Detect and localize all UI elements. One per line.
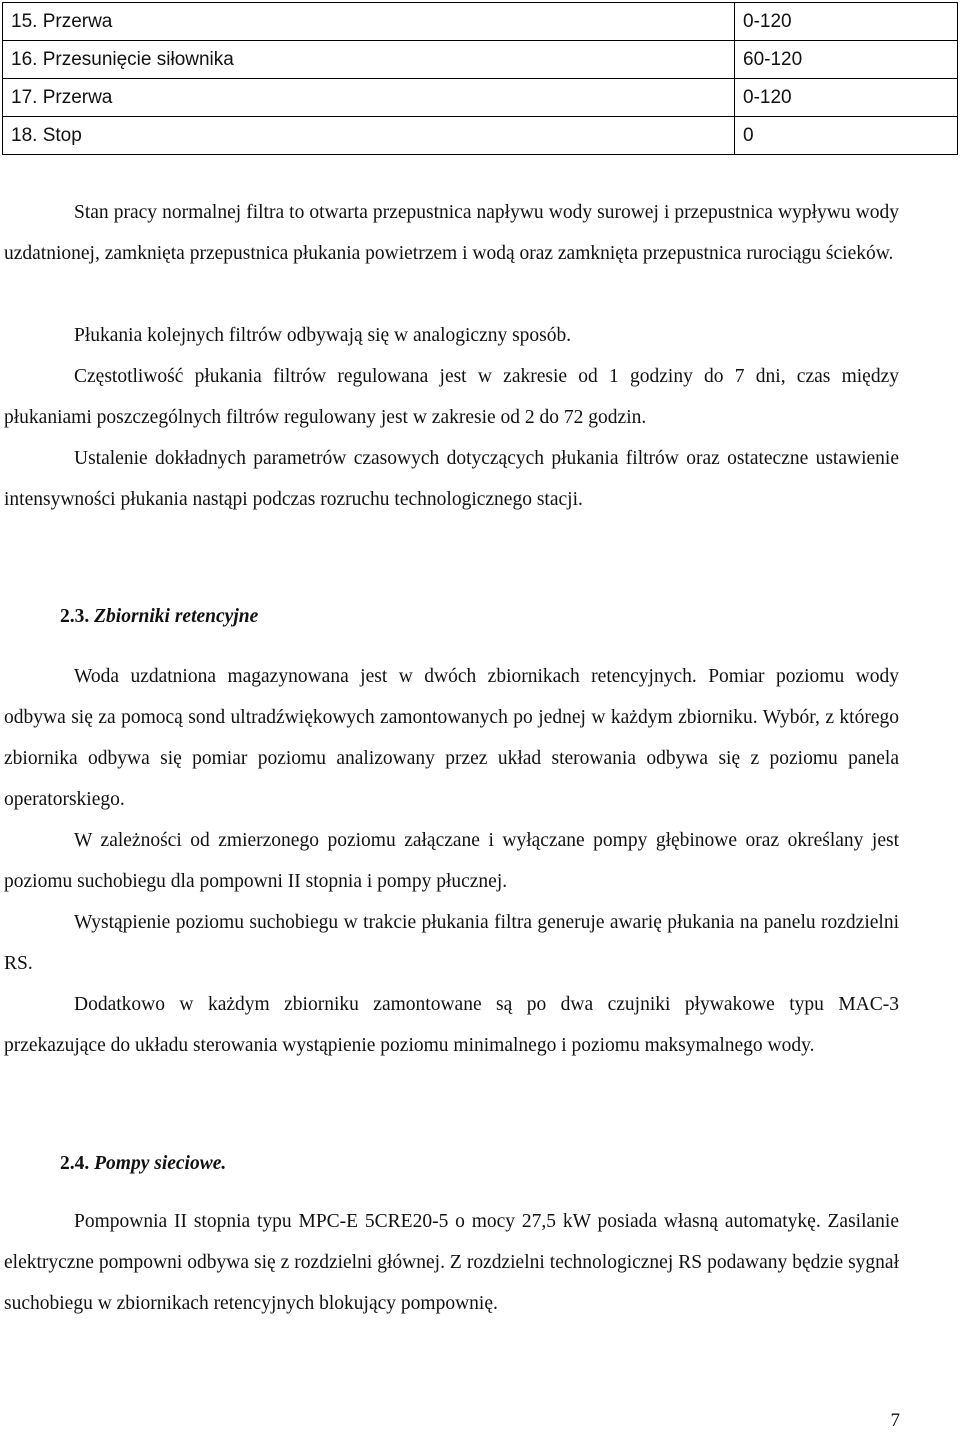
step-label: 16. Przesunięcie siłownika [3,41,735,79]
section-heading-2-3 [60,606,258,628]
step-label: 15. Przerwa [3,3,735,41]
heading-title: Zbiorniki retencyjne [94,606,259,627]
paragraph-filter-washing: Płukania kolejnych filtrów odbywają się w analogiczny sposób. [74,325,572,346]
table-row [3,41,958,79]
paragraph-washing-frequency: Częstotliwość płukania filtrów regulowana jest w zakresie od 1 godziny do 7 dni, czas między płukaniami poszczególnych filtrów regulowany jest w zakresie od 2 do 72 godzin. [4,366,899,428]
heading-number: 2.4. [60,1153,90,1174]
paragraph-float-sensors: Dodatkowo w każdym zbiorniku zamontowane są po dwa czujniki pływakowe typu MAC-3 przekazujące do układu sterowania wystąpienie poziomu minimalnego i poziomu maksymalnego wody. [4,994,899,1056]
page-number: 7 [890,1410,900,1431]
step-label: 17. Przerwa [3,79,735,117]
step-range: 60-120 [735,41,958,79]
table-row [3,3,958,41]
paragraph-normal-state: Stan pracy normalnej filtra to otwarta przepustnica napływu wody surowej i przepustnica wypływu wody uzdatnionej, zamknięta przepustnica płukania powietrzem i wodą oraz zamknięta przepustnica rurociągu ścieków. [4,202,899,264]
section-heading-2-4 [60,1153,226,1175]
heading-title: Pompy sieciowe. [94,1153,227,1174]
step-range: 0-120 [735,3,958,41]
table-row [3,117,958,155]
paragraph-retention-tanks: Woda uzdatniona magazynowana jest w dwóch zbiornikach retencyjnych. Pomiar poziomu wody odbywa się za pomocą sond ultradźwiękowych zamontowanych po jednej w każdym zbiorniku. Wybór, z którego zbiornika odbywa się pomiar poziomu analizowany przez układ sterowania odbywa się z poziomu panela operatorskiego. [4,666,899,810]
paragraph-pumping-station: Pompownia II stopnia typu MPC-E 5CRE20-5 o mocy 27,5 kW posiada własną automatykę. Zasilanie elektryczne pompowni odbywa się z rozdzielni głównej. Z rozdzielni technologicznej RS podawany będzie sygnał suchobiegu w zbiornikach retencyjnych blokujący pompownię. [4,1211,899,1314]
step-range: 0 [735,117,958,155]
paragraph-parameters: Ustalenie dokładnych parametrów czasowych dotyczących płukania filtrów oraz ostateczne ustawienie intensywności płukania nastąpi podczas rozruchu technologicznego stacji. [4,448,899,510]
step-range: 0-120 [735,79,958,117]
heading-number: 2.3. [60,606,90,627]
paragraph-dry-run-alarm: Wystąpienie poziomu suchobiegu w trakcie płukania filtra generuje awarię płukania na panelu rozdzielni RS. [4,912,899,974]
steps-table [2,2,958,155]
step-label: 18. Stop [3,117,735,155]
table-row [3,79,958,117]
paragraph-pump-control: W zależności od zmierzonego poziomu załączane i wyłączane pompy głębinowe oraz określany jest poziomu suchobiegu dla pompowni II stopnia i pompy płucznej. [4,830,899,892]
